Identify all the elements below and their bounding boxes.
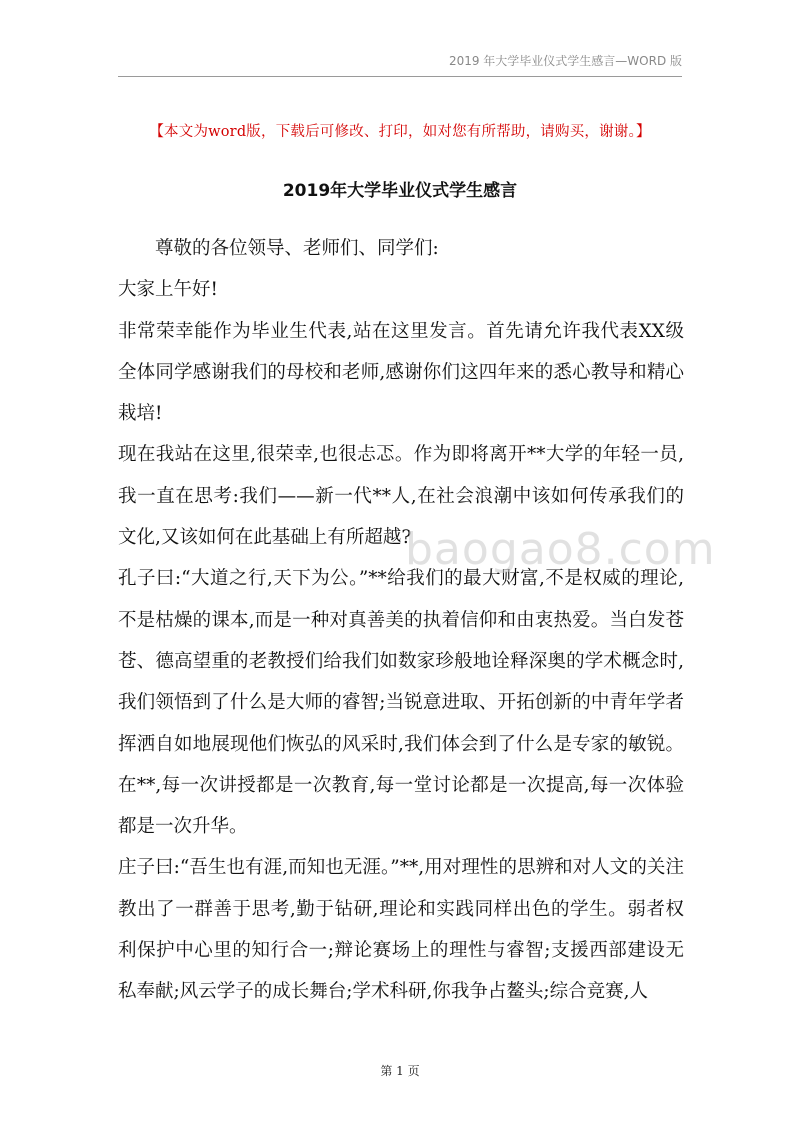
purchase-notice: 【本文为word版，下载后可修改、打印，如对您有所帮助，请购买，谢谢。】 [149,124,651,140]
document-body [118,228,684,1013]
body-paragraph: 现在我站在这里,很荣幸,也很忐忑。作为即将离开**大学的年轻一员,我一直在思考:我们——新一代**人,在社会浪潮中该如何传承我们的文化,又该如何在此基础上有所超越? [118,444,684,549]
header-title: 2019 年大学毕业仪式学生感言—WORD 版 [448,54,682,68]
watermark: baogao8.com [405,524,716,575]
body-paragraph: 孔子曰:“大道之行,天下为公。”**给我们的最大财富,不是权威的理论,不是枯燥的课本,而是一种对真善美的执着信仰和由衷热爱。当白发苍苍、德高望重的老教授们给我们如数家珍般地诠释深奥的学术概念时,我们领悟到了什么是大师的睿智;当锐意进取、开拓创新的中青年学者挥洒自如地展现他们恢弘的风采时,我们体会到了什么是专家的敏锐。在**,每一次讲授都是一次教育,每一堂讨论都是一次提高,每一次体验都是一次升华。 [118,568,684,838]
salutation: 尊敬的各位领导、老师们、同学们: [155,238,439,259]
document-title: 2019年大学毕业仪式学生感言 [282,181,518,201]
page-footer [0,1062,800,1079]
greeting: 大家上午好! [118,279,218,301]
page-number: 第 1 页 [380,1064,420,1078]
body-paragraph: 庄子曰:“吾生也有涯,而知也无涯。”**,用对理性的思辨和对人文的关注教出了一群善于思考,勤于钻研,理论和实践同样出色的学生。弱者权利保护中心里的知行合一;辩论赛场上的理性与睿智;支援西部建设无私奉献;风云学子的成长舞台;学术科研,你我争占鳌头;综合竞赛,人 [118,857,684,1003]
body-paragraph: 非常荣幸能作为毕业生代表,站在这里发言。首先请允许我代表XX级全体同学感谢我们的母校和老师,感谢你们这四年来的悉心教导和精心栽培! [118,320,684,425]
page-header [118,52,682,77]
